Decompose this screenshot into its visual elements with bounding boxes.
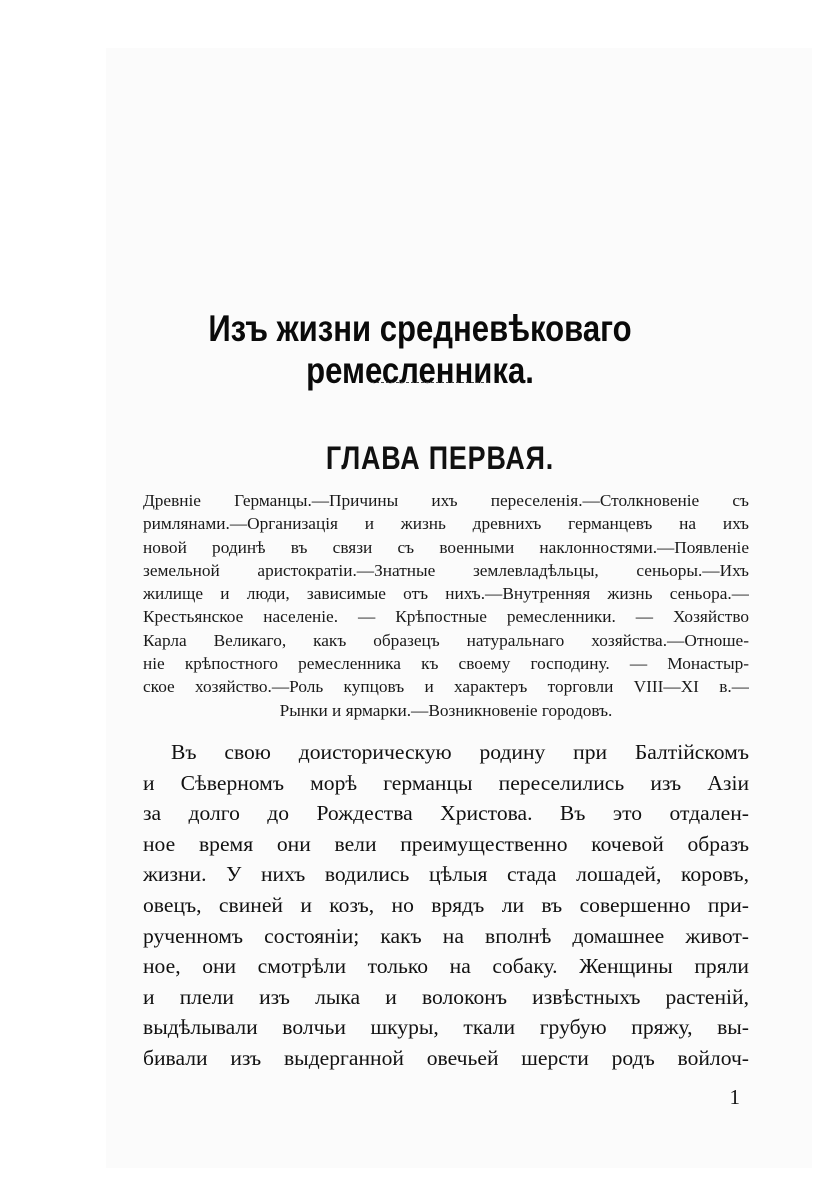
body-line: рученномъ состояніи; какъ на вполнѣ домашнее живот-	[143, 923, 749, 948]
body-line: за долго до Рождества Христова. Въ это отдален-	[143, 801, 749, 826]
title-divider	[371, 382, 489, 383]
chapter-summary	[143, 489, 749, 722]
book-title: Изъ жизни средневѣковаго ремесленника.	[208, 308, 632, 391]
body-line: и плели изъ лыка и волоконъ извѣстныхъ растеній,	[143, 984, 749, 1009]
body-line: ное время они вели преимущественно кочевой образъ	[143, 831, 749, 856]
summary-line: Древніе Германцы.—Причины ихъ переселенія.—Столкновеніе съ	[143, 491, 749, 510]
summary-line: новой родинѣ въ связи съ военными наклонностями.—Появленіе	[143, 537, 749, 557]
body-line: бивали изъ выдерганной овечьей шерсти родъ войлоч-	[143, 1045, 749, 1070]
body-paragraph	[143, 737, 749, 1074]
page-number: 1	[729, 1085, 740, 1109]
body-line: Въ свою доисторическую родину при Балтійскомъ	[171, 740, 749, 764]
body-line: ное, они смотрѣли только на собаку. Женщины пряли	[143, 954, 749, 979]
body-line: овецъ, свиней и козъ, но врядъ ли въ совершенно при-	[143, 892, 749, 917]
chapter-heading: ГЛАВА ПЕРВАЯ.	[325, 440, 555, 476]
summary-line: римлянами.—Организація и жизнь древнихъ германцевъ на ихъ	[143, 514, 749, 534]
summary-line: земельной аристократіи.—Знатные землевладѣльцы, сеньоры.—Ихъ	[143, 560, 749, 580]
summary-line: Карла Великаго, какъ образецъ натуральнаго хозяйства.—Отноше-	[143, 630, 749, 650]
summary-line: жилище и люди, зависимые отъ нихъ.—Внутренняя жизнь сеньора.—	[143, 584, 749, 604]
summary-line: Рынки и ярмарки.—Возникновеніе городовъ.	[279, 700, 613, 720]
body-line: выдѣлывали волчьи шкуры, ткали грубую пряжу, вы-	[143, 1015, 749, 1040]
body-line: жизни. У нихъ водились цѣлыя стада лошадей, коровъ,	[143, 862, 749, 887]
summary-line: ніе крѣпостного ремесленника къ своему господину. — Монастыр-	[143, 654, 749, 674]
summary-line: ское хозяйство.—Роль купцовъ и характеръ торговли VIII—XI в.—	[143, 677, 749, 697]
summary-line: Крестьянское населеніе. — Крѣпостные ремесленники. — Хозяйство	[143, 607, 749, 627]
body-line: и Сѣверномъ морѣ германцы переселились изъ Азіи	[143, 770, 749, 795]
